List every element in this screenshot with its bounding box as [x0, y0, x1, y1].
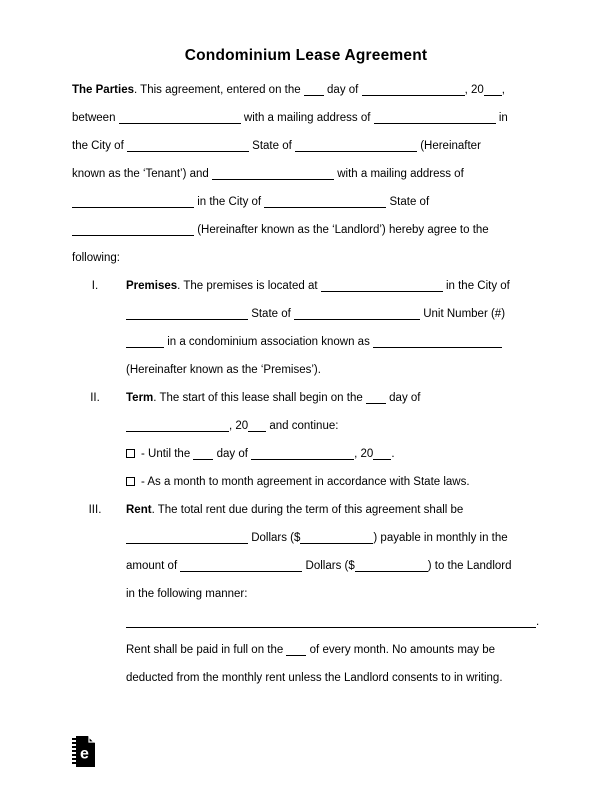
blank-field [300, 543, 373, 544]
text: . [536, 616, 540, 628]
document-line [72, 216, 540, 244]
blank-field [355, 571, 428, 572]
blank-field [126, 627, 536, 628]
eforms-document-icon [72, 735, 96, 768]
blank-field [126, 543, 248, 544]
text: day of [213, 448, 252, 460]
blank-field [248, 431, 266, 432]
document-body [72, 76, 540, 692]
document-line [72, 384, 540, 412]
document-line [72, 468, 540, 496]
blank-field [294, 319, 420, 320]
blank-field [212, 179, 334, 180]
document-title: Condominium Lease Agreement [184, 47, 428, 64]
text: with a mailing address of [240, 112, 374, 124]
document-line [72, 636, 540, 664]
text: known as the ‘Tenant’) and [72, 168, 213, 180]
document-line [72, 412, 540, 440]
text: in the following manner: [126, 588, 248, 600]
document-line [72, 356, 540, 384]
document-line [72, 524, 540, 552]
text: , 20 [354, 448, 374, 460]
text: in the City of [442, 280, 510, 292]
text: , [501, 84, 505, 96]
document-line [72, 608, 540, 636]
document-line [72, 132, 540, 160]
text: the City of [72, 140, 127, 152]
text: State of [248, 308, 295, 320]
bold-text: Rent [126, 504, 152, 516]
section-numeral: I. [91, 280, 99, 292]
blank-field [366, 403, 386, 404]
blank-field [126, 319, 248, 320]
text: State of [386, 196, 430, 208]
blank-field [72, 235, 194, 236]
document-line [72, 580, 540, 608]
blank-field [304, 95, 324, 96]
text: between [72, 112, 119, 124]
blank-field [180, 571, 302, 572]
document-line [72, 300, 540, 328]
text: in the City of [194, 196, 265, 208]
blank-field [321, 291, 443, 292]
document-line [72, 76, 540, 104]
blank-field [264, 207, 386, 208]
text: . [391, 448, 395, 460]
text: . The total rent due during the term of this agreement shall be [151, 504, 464, 516]
blank-field [373, 347, 502, 348]
text: in [495, 112, 508, 124]
document-line [72, 328, 540, 356]
bold-text: Term [126, 392, 154, 404]
section-numeral: II. [90, 392, 100, 404]
document-line [72, 496, 540, 524]
text: Dollars ($ [302, 560, 355, 572]
document-line [72, 188, 540, 216]
bold-text: The Parties [72, 84, 134, 96]
text: in a condominium association known as [164, 336, 374, 348]
eforms-logo [72, 735, 96, 768]
document-line [72, 244, 540, 272]
document-line [72, 272, 540, 300]
text: (Hereinafter known as the ‘Landlord’) hereby agree to the [194, 224, 489, 236]
checkbox[interactable] [126, 477, 135, 486]
blank-field [72, 207, 194, 208]
blank-field [126, 431, 229, 432]
checkbox[interactable] [126, 449, 135, 458]
text: Unit Number (#) [420, 308, 506, 320]
text: and continue: [266, 420, 339, 432]
text: State of [248, 140, 295, 152]
text: . This agreement, entered on the [134, 84, 304, 96]
document-line [72, 160, 540, 188]
text: day of [323, 84, 362, 96]
text: following: [72, 252, 120, 264]
blank-field [286, 655, 306, 656]
text: deducted from the monthly rent unless the Landlord consents to in writing. [126, 672, 503, 684]
text: of every month. No amounts may be [306, 644, 496, 656]
blank-field [362, 95, 465, 96]
blank-field [251, 459, 354, 460]
text: (Hereinafter known as the ‘Premises’). [126, 364, 321, 376]
blank-field [193, 459, 213, 460]
text: (Hereinafter [417, 140, 481, 152]
text: - As a month to month agreement in accordance with State laws. [141, 476, 470, 488]
text: . The start of this lease shall begin on the [153, 392, 366, 404]
text: . The premises is located at [177, 280, 321, 292]
blank-field [127, 151, 249, 152]
blank-field [295, 151, 417, 152]
section-numeral: III. [88, 504, 102, 516]
text: - Until the [141, 448, 194, 460]
blank-field [126, 347, 164, 348]
document-line [72, 664, 540, 692]
blank-field [119, 123, 241, 124]
text: ) to the Landlord [427, 560, 512, 572]
text: day of [385, 392, 421, 404]
document-line [72, 552, 540, 580]
document-line [72, 104, 540, 132]
blank-field [374, 123, 496, 124]
text: , 20 [229, 420, 249, 432]
text: ) payable in monthly in the [373, 532, 508, 544]
blank-field [484, 95, 502, 96]
text: Rent shall be paid in full on the [126, 644, 287, 656]
logo-letter: e [80, 745, 89, 763]
document-line [72, 440, 540, 468]
text: , 20 [464, 84, 484, 96]
bold-text: Premises [126, 280, 178, 292]
blank-field [373, 459, 391, 460]
text: amount of [126, 560, 181, 572]
text: Dollars ($ [248, 532, 301, 544]
text: with a mailing address of [334, 168, 464, 180]
